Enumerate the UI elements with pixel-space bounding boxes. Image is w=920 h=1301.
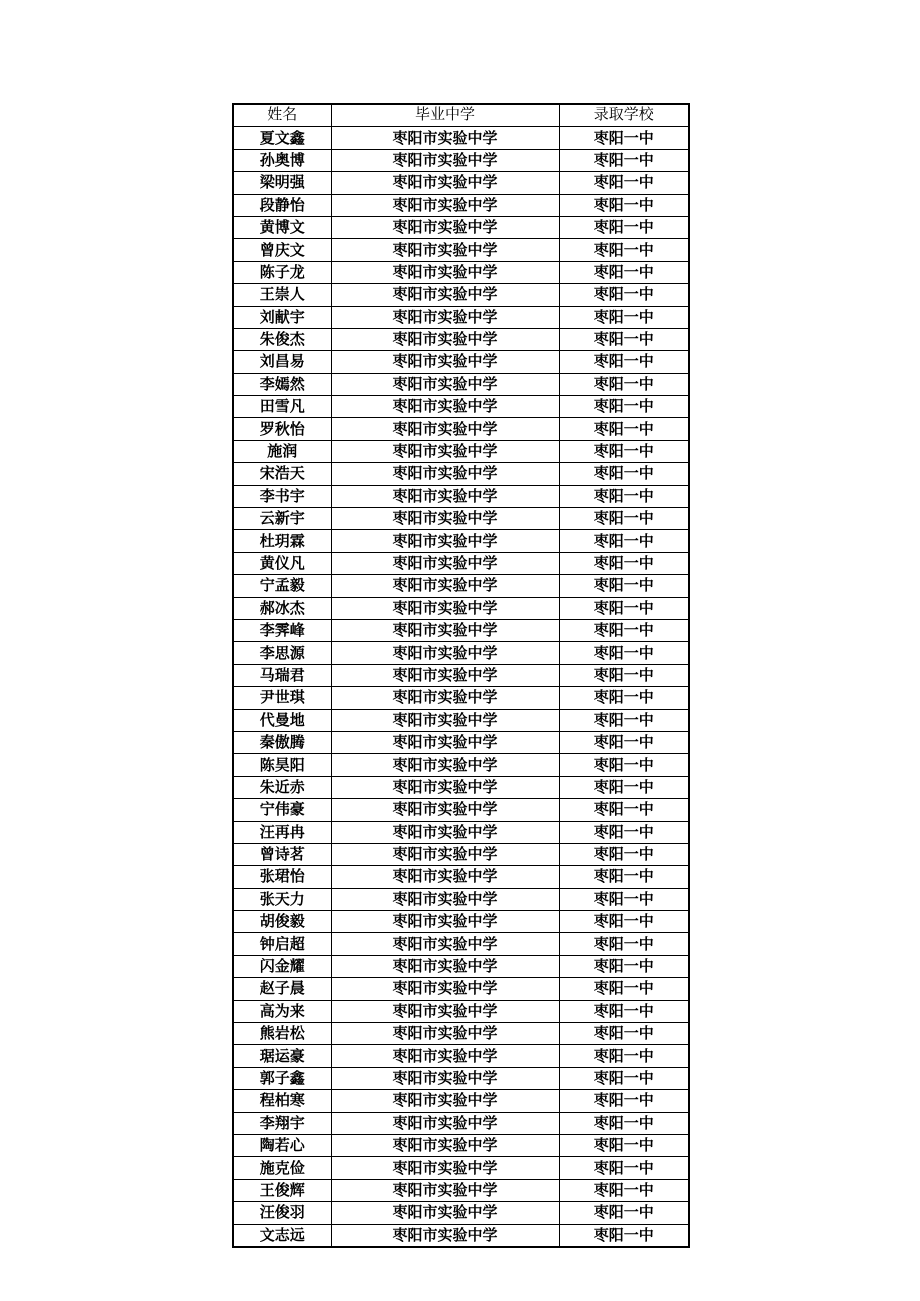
name-cell: 李翔宇 <box>233 1112 331 1134</box>
name-cell: 宋浩天 <box>233 463 331 485</box>
admitted-school-cell: 枣阳一中 <box>559 172 689 194</box>
admitted-school-cell: 枣阳一中 <box>559 508 689 530</box>
admitted-school-cell: 枣阳一中 <box>559 709 689 731</box>
name-cell: 夏文鑫 <box>233 127 331 149</box>
name-cell: 王崇人 <box>233 284 331 306</box>
graduating-school-cell: 枣阳市实验中学 <box>331 530 559 552</box>
graduating-school-cell: 枣阳市实验中学 <box>331 127 559 149</box>
graduating-school-cell: 枣阳市实验中学 <box>331 866 559 888</box>
admitted-school-cell: 枣阳一中 <box>559 933 689 955</box>
graduating-school-cell: 枣阳市实验中学 <box>331 306 559 328</box>
admitted-school-cell: 枣阳一中 <box>559 284 689 306</box>
name-cell: 程柏寒 <box>233 1090 331 1112</box>
name-cell: 李书宇 <box>233 485 331 507</box>
graduating-school-cell: 枣阳市实验中学 <box>331 687 559 709</box>
name-cell: 施润 <box>233 440 331 462</box>
name-cell: 王俊辉 <box>233 1179 331 1201</box>
table-row <box>233 1090 689 1112</box>
table-row <box>233 1157 689 1179</box>
admission-table <box>232 103 690 1248</box>
admitted-school-cell: 枣阳一中 <box>559 642 689 664</box>
table-row <box>233 463 689 485</box>
admitted-school-cell: 枣阳一中 <box>559 1157 689 1179</box>
admitted-school-cell: 枣阳一中 <box>559 843 689 865</box>
table-row <box>233 328 689 350</box>
table-row <box>233 485 689 507</box>
admitted-school-cell: 枣阳一中 <box>559 866 689 888</box>
table-row <box>233 530 689 552</box>
table-row <box>233 1224 689 1247</box>
table-row <box>233 978 689 1000</box>
graduating-school-cell: 枣阳市实验中学 <box>331 1202 559 1224</box>
admitted-school-cell: 枣阳一中 <box>559 776 689 798</box>
name-cell: 钟启超 <box>233 933 331 955</box>
graduating-school-cell: 枣阳市实验中学 <box>331 396 559 418</box>
graduating-school-cell: 枣阳市实验中学 <box>331 664 559 686</box>
graduating-school-cell: 枣阳市实验中学 <box>331 1134 559 1156</box>
graduating-school-cell: 枣阳市实验中学 <box>331 463 559 485</box>
name-cell: 刘昌易 <box>233 351 331 373</box>
admitted-school-cell: 枣阳一中 <box>559 306 689 328</box>
table-row <box>233 216 689 238</box>
name-cell: 文志远 <box>233 1224 331 1247</box>
table-row <box>233 418 689 440</box>
table-row <box>233 1000 689 1022</box>
name-cell: 熊岩松 <box>233 1023 331 1045</box>
table-row <box>233 194 689 216</box>
graduating-school-cell: 枣阳市实验中学 <box>331 1045 559 1067</box>
col-header-name: 姓名 <box>233 104 331 127</box>
table-row <box>233 440 689 462</box>
graduating-school-cell: 枣阳市实验中学 <box>331 1157 559 1179</box>
table-row <box>233 888 689 910</box>
table-row <box>233 1112 689 1134</box>
graduating-school-cell: 枣阳市实验中学 <box>331 1224 559 1247</box>
graduating-school-cell: 枣阳市实验中学 <box>331 888 559 910</box>
table-row <box>233 866 689 888</box>
admitted-school-cell: 枣阳一中 <box>559 597 689 619</box>
name-cell: 张珺怡 <box>233 866 331 888</box>
graduating-school-cell: 枣阳市实验中学 <box>331 261 559 283</box>
graduating-school-cell: 枣阳市实验中学 <box>331 172 559 194</box>
admitted-school-cell: 枣阳一中 <box>559 978 689 1000</box>
graduating-school-cell: 枣阳市实验中学 <box>331 911 559 933</box>
name-cell: 马瑞君 <box>233 664 331 686</box>
name-cell: 陶若心 <box>233 1134 331 1156</box>
col-header-admitted-school: 录取学校 <box>559 104 689 127</box>
table-row <box>233 709 689 731</box>
admitted-school-cell: 枣阳一中 <box>559 911 689 933</box>
table-row <box>233 172 689 194</box>
table-row <box>233 664 689 686</box>
name-cell: 李霁峰 <box>233 619 331 641</box>
admitted-school-cell: 枣阳一中 <box>559 463 689 485</box>
table-row <box>233 776 689 798</box>
name-cell: 郭子鑫 <box>233 1067 331 1089</box>
name-cell: 曾庆文 <box>233 239 331 261</box>
admitted-school-cell: 枣阳一中 <box>559 888 689 910</box>
graduating-school-cell: 枣阳市实验中学 <box>331 552 559 574</box>
name-cell: 段静怡 <box>233 194 331 216</box>
name-cell: 孙奥博 <box>233 149 331 171</box>
admitted-school-cell: 枣阳一中 <box>559 1179 689 1201</box>
table-row <box>233 396 689 418</box>
table-row <box>233 149 689 171</box>
name-cell: 施克俭 <box>233 1157 331 1179</box>
admitted-school-cell: 枣阳一中 <box>559 351 689 373</box>
graduating-school-cell: 枣阳市实验中学 <box>331 1023 559 1045</box>
graduating-school-cell: 枣阳市实验中学 <box>331 955 559 977</box>
name-cell: 秦傲腾 <box>233 731 331 753</box>
name-cell: 琚运豪 <box>233 1045 331 1067</box>
table-row <box>233 619 689 641</box>
name-cell: 胡俊毅 <box>233 911 331 933</box>
graduating-school-cell: 枣阳市实验中学 <box>331 1112 559 1134</box>
name-cell: 朱近赤 <box>233 776 331 798</box>
admitted-school-cell: 枣阳一中 <box>559 373 689 395</box>
col-header-graduating-school: 毕业中学 <box>331 104 559 127</box>
name-cell: 曾诗茗 <box>233 843 331 865</box>
admitted-school-cell: 枣阳一中 <box>559 619 689 641</box>
graduating-school-cell: 枣阳市实验中学 <box>331 709 559 731</box>
name-cell: 李嫣然 <box>233 373 331 395</box>
admitted-school-cell: 枣阳一中 <box>559 664 689 686</box>
graduating-school-cell: 枣阳市实验中学 <box>331 843 559 865</box>
name-cell: 代曼地 <box>233 709 331 731</box>
table-row <box>233 799 689 821</box>
admitted-school-cell: 枣阳一中 <box>559 955 689 977</box>
table-body <box>233 127 689 1247</box>
table-row <box>233 306 689 328</box>
name-cell: 高为来 <box>233 1000 331 1022</box>
table-row <box>233 933 689 955</box>
admitted-school-cell: 枣阳一中 <box>559 485 689 507</box>
graduating-school-cell: 枣阳市实验中学 <box>331 978 559 1000</box>
admitted-school-cell: 枣阳一中 <box>559 1090 689 1112</box>
name-cell: 田雪凡 <box>233 396 331 418</box>
table-row <box>233 911 689 933</box>
admitted-school-cell: 枣阳一中 <box>559 418 689 440</box>
table-row <box>233 1045 689 1067</box>
admitted-school-cell: 枣阳一中 <box>559 1112 689 1134</box>
admitted-school-cell: 枣阳一中 <box>559 1045 689 1067</box>
name-cell: 梁明强 <box>233 172 331 194</box>
name-cell: 云新宇 <box>233 508 331 530</box>
graduating-school-cell: 枣阳市实验中学 <box>331 642 559 664</box>
admitted-school-cell: 枣阳一中 <box>559 239 689 261</box>
name-cell: 赵子晨 <box>233 978 331 1000</box>
table-row <box>233 575 689 597</box>
table-row <box>233 687 689 709</box>
table-row <box>233 821 689 843</box>
admitted-school-cell: 枣阳一中 <box>559 530 689 552</box>
graduating-school-cell: 枣阳市实验中学 <box>331 239 559 261</box>
name-cell: 尹世琪 <box>233 687 331 709</box>
admitted-school-cell: 枣阳一中 <box>559 1134 689 1156</box>
admitted-school-cell: 枣阳一中 <box>559 440 689 462</box>
graduating-school-cell: 枣阳市实验中学 <box>331 575 559 597</box>
table-row <box>233 261 689 283</box>
graduating-school-cell: 枣阳市实验中学 <box>331 799 559 821</box>
table-row <box>233 127 689 149</box>
table-row <box>233 284 689 306</box>
graduating-school-cell: 枣阳市实验中学 <box>331 418 559 440</box>
name-cell: 黄仪凡 <box>233 552 331 574</box>
name-cell: 李思源 <box>233 642 331 664</box>
name-cell: 罗秋怡 <box>233 418 331 440</box>
admitted-school-cell: 枣阳一中 <box>559 328 689 350</box>
admitted-school-cell: 枣阳一中 <box>559 799 689 821</box>
table-row <box>233 239 689 261</box>
name-cell: 闪金耀 <box>233 955 331 977</box>
admitted-school-cell: 枣阳一中 <box>559 821 689 843</box>
table-row <box>233 1067 689 1089</box>
graduating-school-cell: 枣阳市实验中学 <box>331 731 559 753</box>
graduating-school-cell: 枣阳市实验中学 <box>331 933 559 955</box>
admitted-school-cell: 枣阳一中 <box>559 754 689 776</box>
admitted-school-cell: 枣阳一中 <box>559 1224 689 1247</box>
admitted-school-cell: 枣阳一中 <box>559 1067 689 1089</box>
graduating-school-cell: 枣阳市实验中学 <box>331 149 559 171</box>
name-cell: 陈昊阳 <box>233 754 331 776</box>
name-cell: 汪再冉 <box>233 821 331 843</box>
name-cell: 宁孟毅 <box>233 575 331 597</box>
graduating-school-cell: 枣阳市实验中学 <box>331 485 559 507</box>
graduating-school-cell: 枣阳市实验中学 <box>331 328 559 350</box>
admitted-school-cell: 枣阳一中 <box>559 687 689 709</box>
graduating-school-cell: 枣阳市实验中学 <box>331 1067 559 1089</box>
table-row <box>233 351 689 373</box>
table-row <box>233 597 689 619</box>
name-cell: 朱俊杰 <box>233 328 331 350</box>
name-cell: 汪俊羽 <box>233 1202 331 1224</box>
graduating-school-cell: 枣阳市实验中学 <box>331 1090 559 1112</box>
graduating-school-cell: 枣阳市实验中学 <box>331 440 559 462</box>
admitted-school-cell: 枣阳一中 <box>559 552 689 574</box>
admitted-school-cell: 枣阳一中 <box>559 1202 689 1224</box>
table-row <box>233 552 689 574</box>
name-cell: 宁伟豪 <box>233 799 331 821</box>
admitted-school-cell: 枣阳一中 <box>559 1000 689 1022</box>
admitted-school-cell: 枣阳一中 <box>559 396 689 418</box>
table-row <box>233 955 689 977</box>
table-row <box>233 642 689 664</box>
name-cell: 郝冰杰 <box>233 597 331 619</box>
table-row <box>233 373 689 395</box>
graduating-school-cell: 枣阳市实验中学 <box>331 194 559 216</box>
graduating-school-cell: 枣阳市实验中学 <box>331 776 559 798</box>
admitted-school-cell: 枣阳一中 <box>559 575 689 597</box>
admitted-school-cell: 枣阳一中 <box>559 149 689 171</box>
graduating-school-cell: 枣阳市实验中学 <box>331 508 559 530</box>
admitted-school-cell: 枣阳一中 <box>559 194 689 216</box>
admitted-school-cell: 枣阳一中 <box>559 1023 689 1045</box>
graduating-school-cell: 枣阳市实验中学 <box>331 619 559 641</box>
header-row <box>233 104 689 127</box>
graduating-school-cell: 枣阳市实验中学 <box>331 284 559 306</box>
table-row <box>233 1179 689 1201</box>
graduating-school-cell: 枣阳市实验中学 <box>331 373 559 395</box>
name-cell: 张天力 <box>233 888 331 910</box>
admitted-school-cell: 枣阳一中 <box>559 216 689 238</box>
graduating-school-cell: 枣阳市实验中学 <box>331 754 559 776</box>
table-row <box>233 754 689 776</box>
graduating-school-cell: 枣阳市实验中学 <box>331 597 559 619</box>
name-cell: 陈子龙 <box>233 261 331 283</box>
graduating-school-cell: 枣阳市实验中学 <box>331 216 559 238</box>
name-cell: 黄博文 <box>233 216 331 238</box>
table-row <box>233 508 689 530</box>
table-row <box>233 731 689 753</box>
table-row <box>233 843 689 865</box>
graduating-school-cell: 枣阳市实验中学 <box>331 1000 559 1022</box>
admitted-school-cell: 枣阳一中 <box>559 731 689 753</box>
graduating-school-cell: 枣阳市实验中学 <box>331 351 559 373</box>
graduating-school-cell: 枣阳市实验中学 <box>331 821 559 843</box>
name-cell: 刘献宇 <box>233 306 331 328</box>
admitted-school-cell: 枣阳一中 <box>559 261 689 283</box>
table-row <box>233 1023 689 1045</box>
name-cell: 杜玥霖 <box>233 530 331 552</box>
admitted-school-cell: 枣阳一中 <box>559 127 689 149</box>
table-row <box>233 1202 689 1224</box>
graduating-school-cell: 枣阳市实验中学 <box>331 1179 559 1201</box>
table-row <box>233 1134 689 1156</box>
